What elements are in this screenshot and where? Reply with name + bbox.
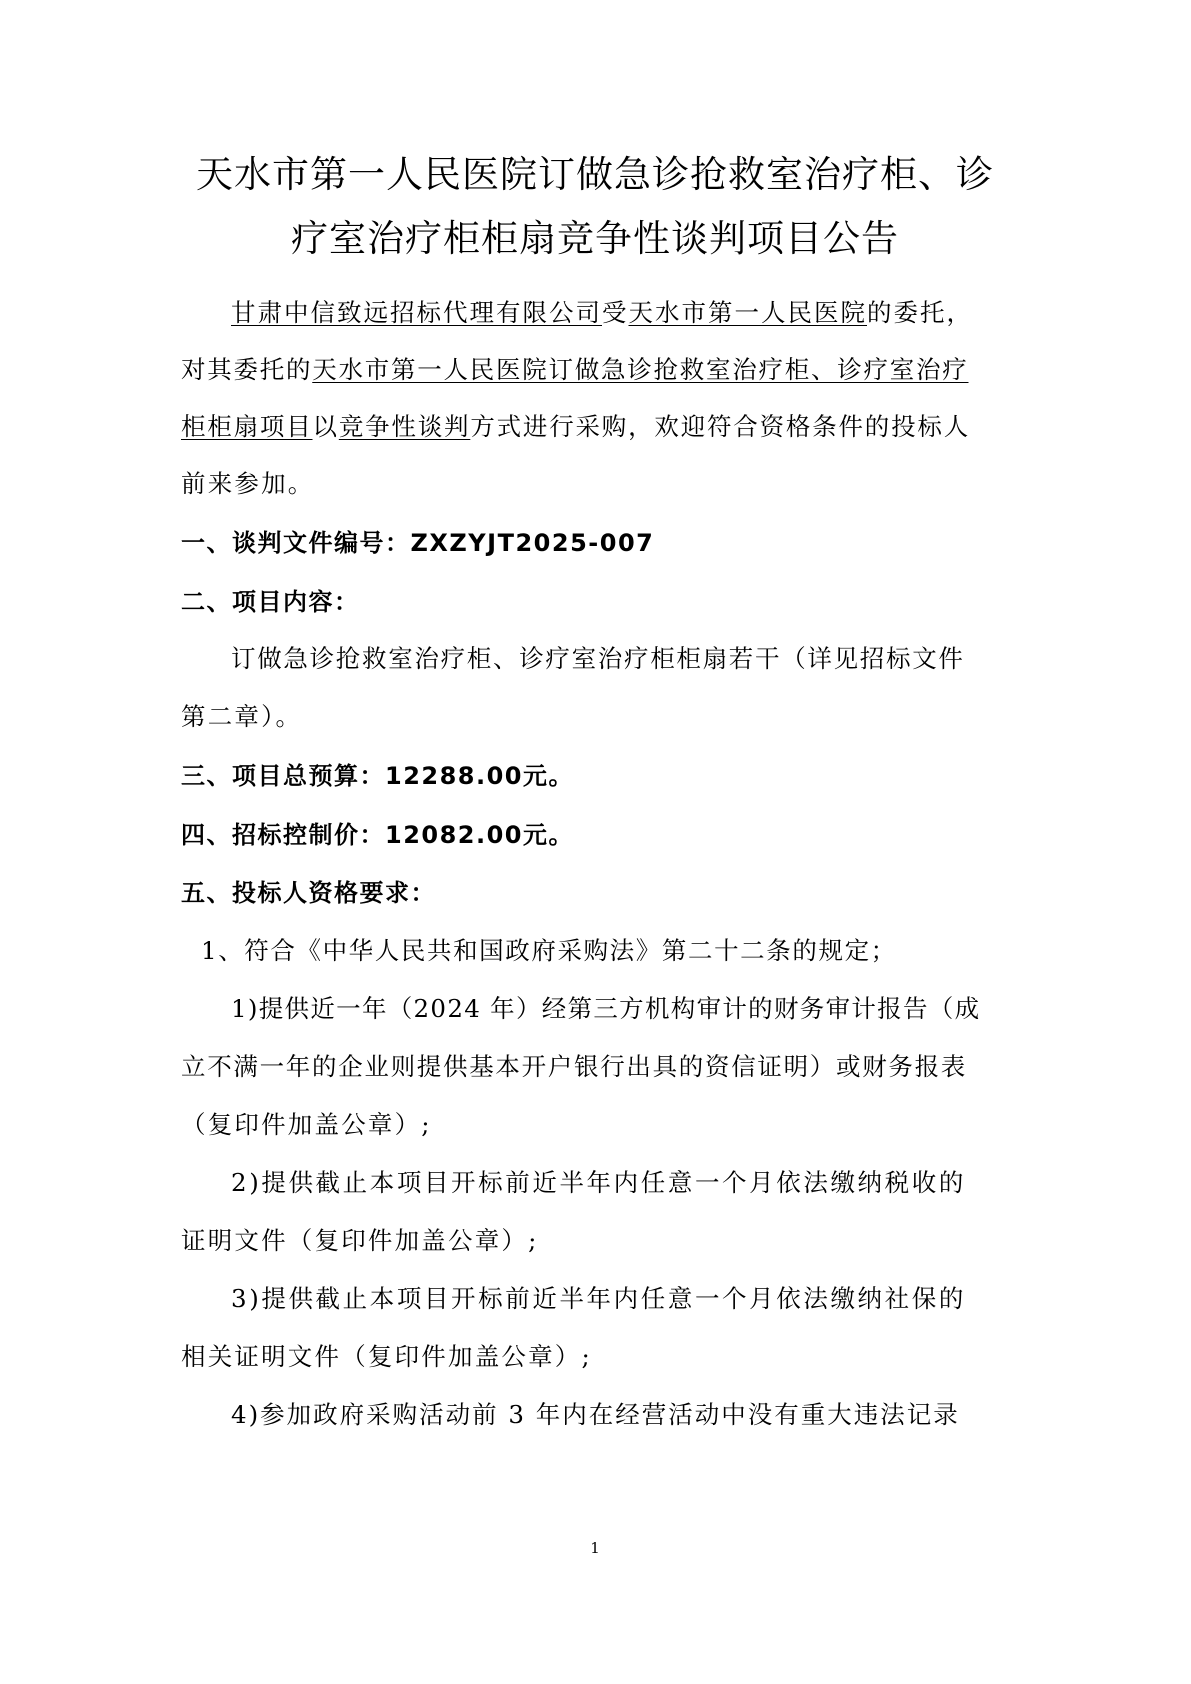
section-5-heading: 五、投标人资格要求：: [181, 879, 436, 907]
intro-line-3: 柜柜扇项目以竞争性谈判方式进行采购，欢迎符合资格条件的投标人: [181, 412, 971, 441]
section-2-line-2: 第二章）。: [181, 702, 303, 731]
document-title-line-2: 疗室治疗柜柜扇竞争性谈判项目公告: [291, 217, 899, 260]
project-name: 天水市第一人民医院订做急诊抢救室治疗柜、诊疗室治疗: [312, 355, 969, 384]
section-4-heading: 四、招标控制价：12082.00元。: [181, 821, 575, 849]
requirement-1-line-2: 立不满一年的企业则提供基本开户银行出具的资信证明）或财务报表: [181, 1052, 967, 1081]
intro-line-2: 对其委托的天水市第一人民医院订做急诊抢救室治疗柜、诊疗室治疗: [181, 355, 969, 384]
section-2-line-1: 订做急诊抢救室治疗柜、诊疗室治疗柜柜扇若干（详见招标文件: [231, 644, 965, 673]
page-number: 1: [590, 1539, 600, 1557]
requirement-4-line-1: 4)参加政府采购活动前 3 年内在经营活动中没有重大违法记录: [231, 1400, 960, 1429]
purchaser-name: 天水市第一人民医院: [628, 298, 867, 327]
section-3-heading: 三、项目总预算：12288.00元。: [181, 762, 575, 790]
requirement-3-line-1: 3)提供截止本项目开标前近半年内任意一个月依法缴纳社保的: [231, 1284, 966, 1313]
intro-line-4: 前来参加。: [181, 469, 315, 498]
project-name-cont: 柜柜扇项目: [181, 412, 313, 441]
requirement-item-1: 1、符合《中华人民共和国政府采购法》第二十二条的规定；: [201, 936, 897, 965]
requirement-2-line-2: 证明文件（复印件加盖公章）;: [181, 1226, 539, 1255]
section-1-heading: 一、谈判文件编号：ZXZYJT2025-007: [181, 529, 655, 557]
requirement-1-line-1: 1)提供近一年（2024 年）经第三方机构审计的财务审计报告（成: [231, 994, 981, 1023]
document-title-line-1: 天水市第一人民医院订做急诊抢救室治疗柜、诊: [196, 153, 994, 196]
requirement-3-line-2: 相关证明文件（复印件加盖公章）;: [181, 1342, 592, 1371]
requirement-2-line-1: 2)提供截止本项目开标前近半年内任意一个月依法缴纳税收的: [231, 1168, 966, 1197]
procurement-method: 竞争性谈判: [338, 412, 471, 441]
requirement-1-line-3: （复印件加盖公章）;: [181, 1110, 432, 1139]
intro-line-1: 甘肃中信致远招标代理有限公司受天水市第一人民医院的委托，: [231, 298, 973, 327]
section-2-heading: 二、项目内容：: [181, 588, 360, 616]
agency-name: 甘肃中信致远招标代理有限公司: [231, 298, 602, 327]
